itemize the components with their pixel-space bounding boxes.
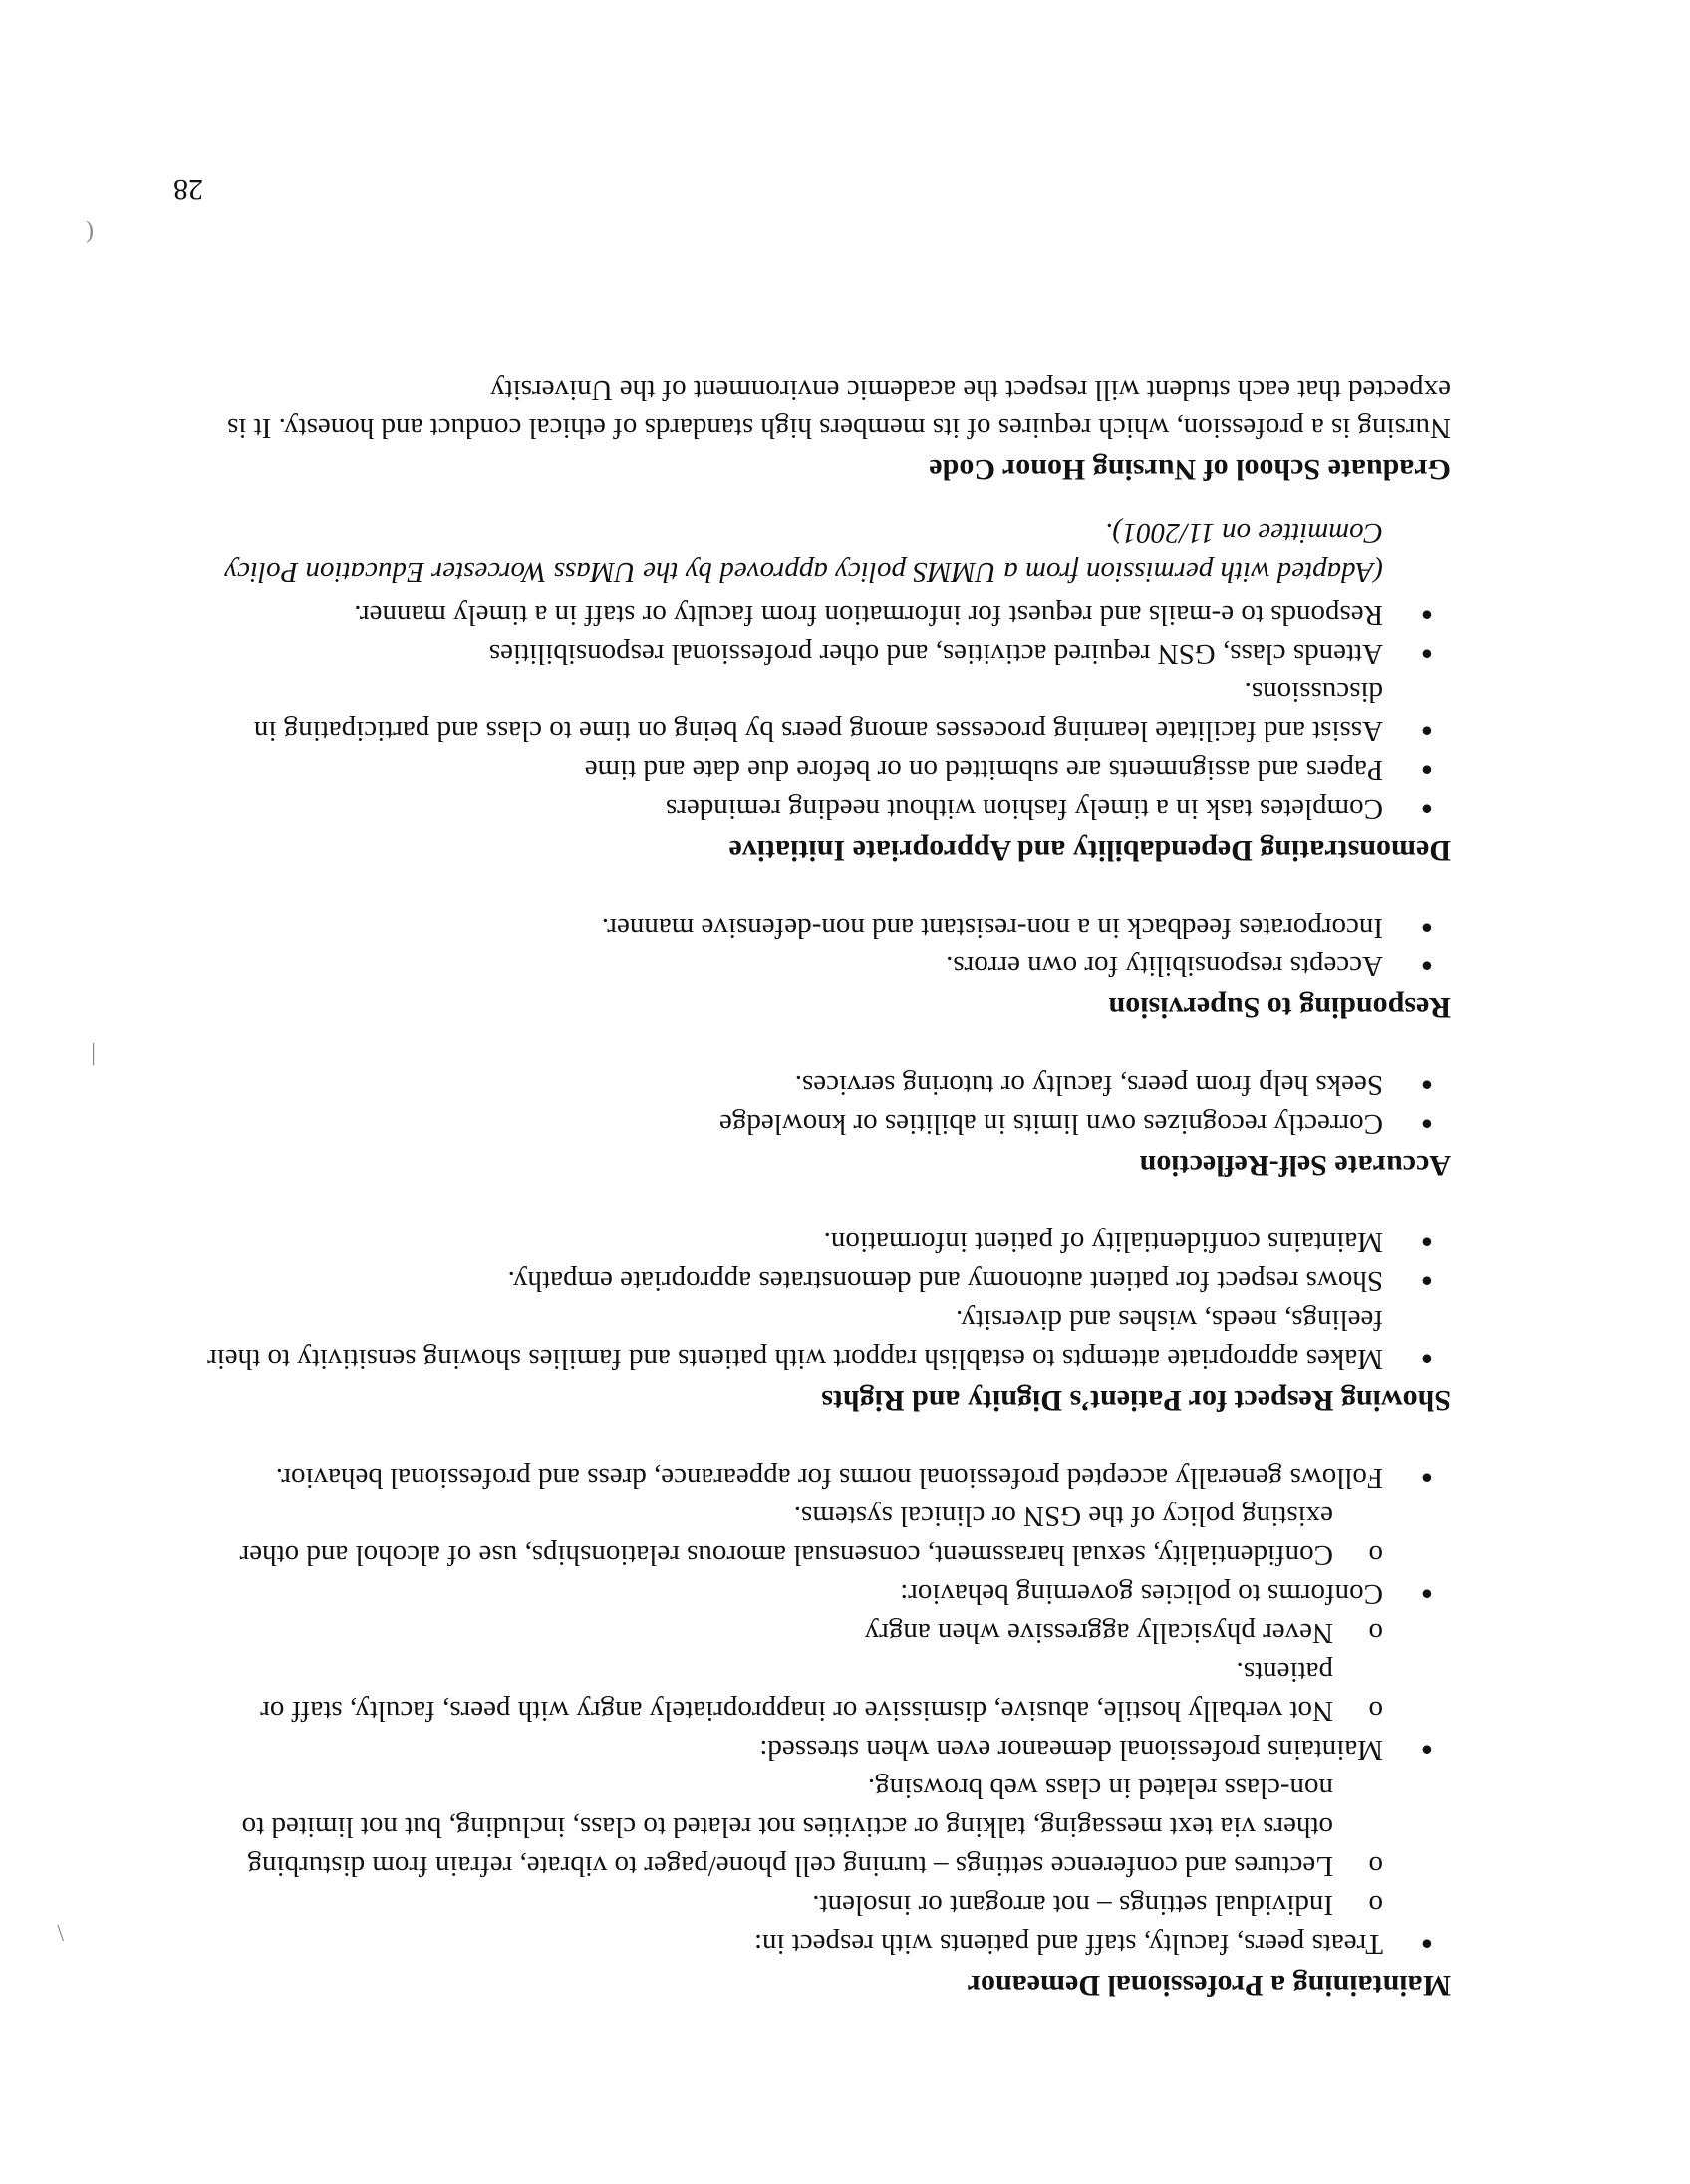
- sub-bullet-item: o Not verbally hostile, abusive, dismissive or inappropriately angry with peers, faculty, staff or patients.: [185, 1652, 1383, 1730]
- bullet-text: Treats peers, faculty, staff and patients with respect in:: [753, 1928, 1383, 1960]
- sub-bullet-item: o Confidentiality, sexual harassment, consensual amorous relationships, use of alcohol and other existing policy of the GSN or clinical systems.: [185, 1497, 1383, 1574]
- bullet-item: [185, 1769, 1451, 1963]
- document-body: [185, 332, 1451, 2005]
- section-self-reflection: [185, 1065, 1451, 1185]
- bullet-item: ● Papers and assignments are submitted on or before due date and time: [185, 750, 1451, 789]
- bullet-item: ● Maintains confidentiality of patient information.: [185, 1223, 1451, 1261]
- section-patient-dignity: [185, 1223, 1451, 1420]
- bullet-text: Maintains professional demeanor even when stressed:: [759, 1734, 1383, 1766]
- section-heading: Showing Respect for Patient’s Dignity and Rights: [821, 1384, 1451, 1417]
- bullet-item: ● Correctly recognizes own limits in abilities or knowledge: [185, 1104, 1451, 1143]
- bullet-item: ● Attends class, GSN required activities, and other professional responsibilities: [185, 634, 1451, 673]
- scan-mark: \: [57, 1919, 64, 1945]
- bullet-item: ● Assist and facilitate learning processes among peers by being on time to class and participating in discussions.: [185, 673, 1451, 750]
- bullet-item: ● Responds to e-mails and request for information from faculty or staff in a timely manner.: [185, 595, 1451, 634]
- section-heading: Maintaining a Professional Demeanor: [967, 1969, 1451, 2002]
- bullet-item: ● Completes task in a timely fashion without needing reminders: [185, 789, 1451, 828]
- honor-code-text: Nursing is a profession, which requires of its members high standards of ethical conduct and honesty. It is expected that each student will respect the academic environment of the University: [227, 374, 1451, 444]
- sub-bullet-item: o Lectures and conference settings – turning cell phone/pager to vibrate, refrain from disturbing others via text messaging, talking or activities not related to class, including, but not limited to non-class related in class web browsing.: [185, 1769, 1383, 1885]
- section-heading: Demonstrating Dependability and Appropriate Initiative: [728, 834, 1451, 867]
- bullet-item: ● Shows respect for patient autonomy and demonstrates appropriate empathy.: [185, 1261, 1451, 1300]
- section-heading: Accurate Self-Reflection: [1139, 1149, 1451, 1182]
- bullet-item: [185, 1613, 1451, 1769]
- section-honor-code: [185, 370, 1451, 489]
- scan-mark: (: [86, 220, 94, 246]
- scan-mark: |: [91, 1042, 96, 1068]
- sub-bullet-item: o Individual settings – not arrogant or insolent.: [185, 1885, 1383, 1924]
- section-supervision: [185, 908, 1451, 1027]
- sub-bullet-item: o Never physically aggressive when angry: [185, 1613, 1383, 1652]
- bullet-item: [185, 1497, 1451, 1613]
- bullet-item: ● Incorporates feedback in a non-resistant and non-defensive manner.: [185, 908, 1451, 947]
- bullet-text: Conforms to policies governing behavior:: [900, 1578, 1383, 1610]
- bullet-item: ● Seeks help from peers, faculty or tutoring services.: [185, 1065, 1451, 1104]
- section-dependability: [185, 513, 1451, 870]
- section-heading: Responding to Supervision: [1108, 991, 1451, 1024]
- section-heading: Graduate School of Nursing Honor Code: [929, 453, 1451, 486]
- bullet-item: ● Follows generally accepted professional norms for appearance, dress and professional behavior.: [185, 1458, 1451, 1497]
- bullet-item: ● Accepts responsibility for own errors.: [185, 947, 1451, 985]
- page-number: 28: [173, 173, 203, 206]
- section-professional-demeanor: [185, 1458, 1451, 2005]
- source-note: (Adapted with permission from a UMMS policy approved by the UMass Worcester Education Policy Committee on 11/2001).: [224, 517, 1383, 588]
- bullet-item: ● Makes appropriate attempts to establish rapport with patients and families showing sensitivity to their feelings, needs, wishes and diversity.: [185, 1300, 1451, 1378]
